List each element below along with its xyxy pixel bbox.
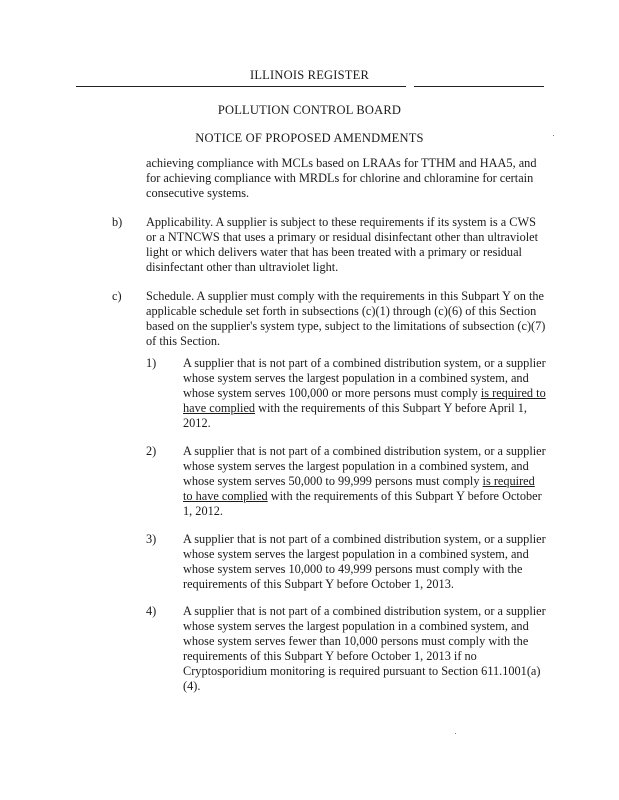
item-3-label: 3) [146,532,157,546]
item-1-text-before: A supplier that is not part of a combined distribution system, or a supplier whose system serves the largest population in a combined system, and whose system serves 100,000 or more persons must comply [183,356,546,400]
intro-paragraph: achieving compliance with MCLs based on LRAAs for TTHM and HAA5, and for achieving compliance with MRDLs for chlorine and chloramine for certain consecutive systems. [146,156,537,200]
scan-speck [455,733,456,734]
section-b-text: Applicability. A supplier is subject to these requirements if its system is a CWS or a NTNCWS that uses a primary or residual disinfectant other than ultraviolet light or which delivers water that has been treated with a primary or residual disinfectant other than ultraviolet light. [146,215,539,274]
item-1-text [183,356,546,431]
header-rule-left [76,86,406,87]
item-3-text: A supplier that is not part of a combined distribution system, or a supplier whose system serves the largest population in a combined system, and whose system serves 10,000 to 49,999 persons must comply with the requirements of this Subpart Y before October 1, 2013. [183,532,546,591]
section-c-text: Schedule. A supplier must comply with the requirements in this Subpart Y on the applicable schedule set forth in subsections (c)(1) through (c)(6) of this Section based on the supplier's system type, subject to the limitations of subsection (c)(7) of this Section. [146,289,546,348]
item-4-label: 4) [146,604,157,618]
register-title: ILLINOIS REGISTER [249,68,369,82]
item-1-label: 1) [146,356,157,370]
item-2-inserted-text: is required to have complied [183,474,535,503]
item-2-text-after: with the requirements of this Subpart Y before October 1, 2012. [183,489,542,518]
item-2-text [183,444,546,519]
scan-speck [553,135,554,136]
item-1-inserted-text: is required to have complied [183,386,546,415]
section-b-label: b) [112,215,123,229]
board-title: POLLUTION CONTROL BOARD [217,103,402,117]
section-c-label: c) [112,289,122,303]
item-2-label: 2) [146,444,157,458]
item-4-text: A supplier that is not part of a combined distribution system, or a supplier whose system serves the largest population in a combined system, and whose system serves fewer than 10,000 persons must comply with the requirements of this Subpart Y before October 1, 2013 if no Cryptosporidium monitoring is required pursuant to Section 611.1001(a)(4). [183,604,546,693]
item-1-text-after: with the requirements of this Subpart Y before April 1, 2012. [183,401,528,430]
header-rule-right [414,86,544,87]
notice-title: NOTICE OF PROPOSED AMENDMENTS [195,131,424,145]
item-2-text-before: A supplier that is not part of a combined distribution system, or a supplier whose system serves the largest population in a combined system, and whose system serves 50,000 to 99,999 persons must comply [183,444,546,488]
